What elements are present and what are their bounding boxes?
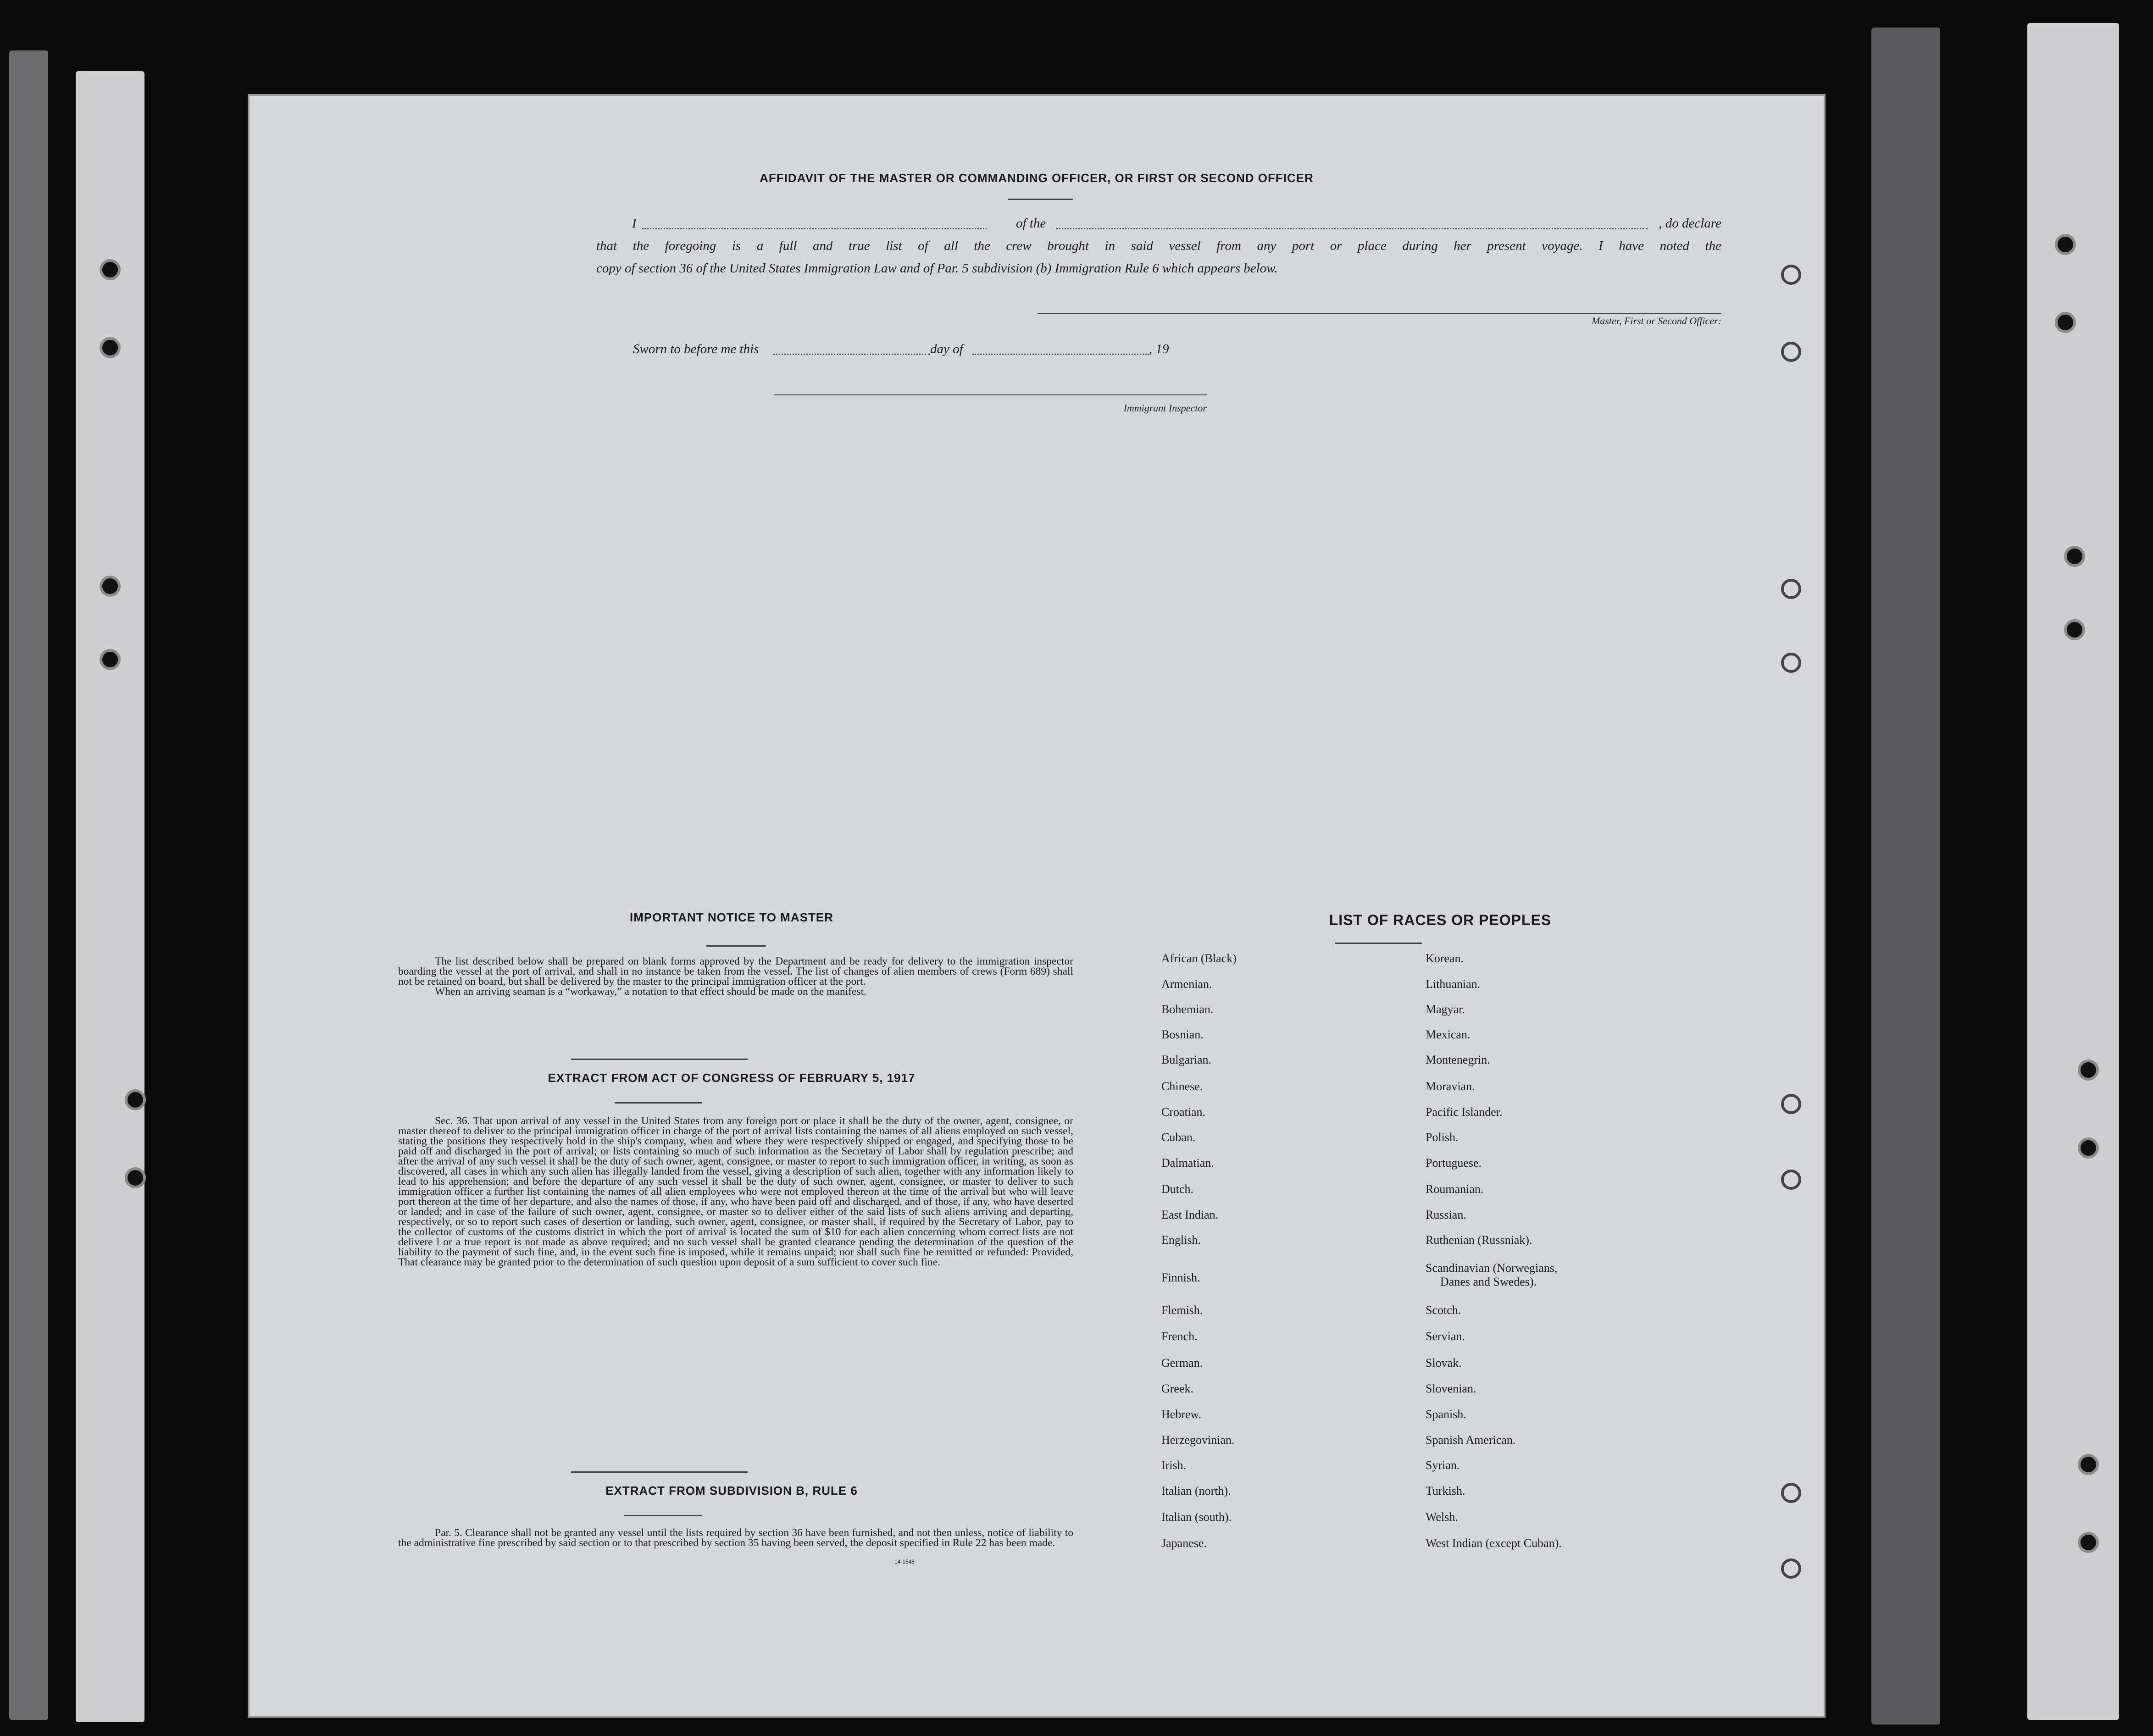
race-item: Syrian. bbox=[1426, 1459, 1460, 1472]
race-item: Italian (north). bbox=[1161, 1484, 1231, 1498]
race-item: Armenian. bbox=[1161, 977, 1212, 991]
race-item: Chinese. bbox=[1161, 1080, 1203, 1093]
film-edge-right bbox=[1871, 28, 1940, 1725]
punch-hole bbox=[2078, 1059, 2099, 1081]
race-item: Mexican. bbox=[1426, 1028, 1470, 1041]
race-item: Herzegovinian. bbox=[1161, 1433, 1235, 1447]
section-rule bbox=[571, 1059, 748, 1060]
race-item: Spanish. bbox=[1426, 1408, 1466, 1421]
perforated-strip-left bbox=[76, 71, 144, 1722]
race-item: Magyar. bbox=[1426, 1003, 1465, 1016]
race-item: Dutch. bbox=[1161, 1182, 1194, 1196]
binder-ring bbox=[1781, 1170, 1801, 1190]
race-item: West Indian (except Cuban). bbox=[1426, 1536, 1562, 1550]
binder-ring bbox=[1781, 1483, 1801, 1503]
affidavit-of-the: of the bbox=[1016, 216, 1046, 231]
race-item: Portuguese. bbox=[1426, 1156, 1482, 1170]
notice-para-2: When an arriving seaman is a “workaway,” a notation to that effect should be made on the manifest. bbox=[435, 986, 866, 998]
extract-act-underline bbox=[615, 1102, 702, 1104]
section-rule bbox=[571, 1471, 748, 1473]
punch-hole bbox=[100, 649, 121, 670]
punch-hole bbox=[100, 259, 121, 280]
race-item: Moravian. bbox=[1426, 1080, 1475, 1093]
notice-para-1: The list described below shall be prepared on blank forms approved by the Department and be ready for delivery to the immigration inspector boarding the vessel at the port of arrival, and shall in no instance be taken from the vessel. The list of changes of alien members of crews (Form 689) shall not be retained on board, but shall be delivered by the master to the principal immigration officer at the port. bbox=[398, 955, 1073, 987]
inspector-signature-line[interactable] bbox=[774, 394, 1207, 395]
punch-hole bbox=[2055, 312, 2076, 333]
punch-hole bbox=[2064, 546, 2085, 567]
race-item: Lithuanian. bbox=[1426, 977, 1481, 991]
race-item: Korean. bbox=[1426, 952, 1464, 965]
binder-ring bbox=[1781, 1094, 1801, 1114]
punch-hole bbox=[2064, 619, 2085, 640]
race-item: Bulgarian. bbox=[1161, 1053, 1212, 1066]
race-item: Greek. bbox=[1161, 1382, 1194, 1395]
notice-title: IMPORTANT NOTICE TO MASTER bbox=[630, 910, 833, 924]
punch-hole bbox=[2078, 1137, 2099, 1159]
extract-act-title: EXTRACT FROM ACT OF CONGRESS OF FEBRUARY 5, 1917 bbox=[548, 1071, 916, 1085]
race-item: French. bbox=[1161, 1330, 1198, 1343]
binder-ring bbox=[1781, 1559, 1801, 1579]
name-blank[interactable] bbox=[642, 228, 987, 229]
affidavit-i: I bbox=[632, 216, 637, 231]
extract-rule-underline bbox=[624, 1515, 702, 1516]
race-item: German. bbox=[1161, 1356, 1203, 1370]
race-item: Welsh. bbox=[1426, 1510, 1458, 1524]
punch-hole bbox=[125, 1167, 146, 1188]
race-item: African (Black) bbox=[1161, 952, 1237, 965]
punch-hole bbox=[100, 337, 121, 358]
inspector-label: Immigrant Inspector bbox=[1123, 402, 1207, 414]
race-item: Slovak. bbox=[1426, 1356, 1462, 1370]
race-item: Roumanian. bbox=[1426, 1182, 1484, 1196]
race-item: Russian. bbox=[1426, 1208, 1466, 1221]
extract-rule-body bbox=[398, 1528, 1073, 1548]
race-item: Bosnian. bbox=[1161, 1028, 1204, 1041]
race-item: Ruthenian (Russniak). bbox=[1426, 1233, 1532, 1247]
sworn-day-blank[interactable] bbox=[773, 354, 930, 355]
race-item: Cuban. bbox=[1161, 1131, 1196, 1144]
notice-underline bbox=[706, 945, 766, 947]
film-edge-left bbox=[9, 50, 48, 1720]
race-item: Scotch. bbox=[1426, 1303, 1461, 1317]
punch-hole bbox=[2055, 234, 2076, 255]
race-item: Irish. bbox=[1161, 1459, 1187, 1472]
race-item: Flemish. bbox=[1161, 1303, 1203, 1317]
extract-act-text: Sec. 36. That upon arrival of any vessel in the United States from any foreign port or place it shall be the duty of the owner, agent, consignee, or master thereof to deliver to the principal immigration officer in charge of the port of arrival lists containing the names of all aliens employed on such vessel, stating the positions they respectively hold in the ship's company, when and where they were respectively shipped or engaged, and specifying those to be paid off and discharged in the port of arrival; or lists containing so much of such information as the Secretary of Labor shall by regulation prescribe; and after the arrival of any such vessel it shall be the duty of such owner, agent, consignee, or master to report to such immigration officer, in writing, as soon as discovered, all cases in which any such alien has illegally landed from the vessel, giving a description of such alien, together with any information likely to lead to his apprehension; and before the departure of any such vessel it shall be the duty of such owner, agent, consignee, or master to deliver to such immigration officer a further list containing the names of all alien employees who were not employed thereon at the time of the arrival but who will leave port thereon at the time of her departure, and also the names of those, if any, who have been paid off and discharged, and of those, if any, who have deserted or landed; and in case of the failure of such owner, agent, consignee, or master so to deliver either of the said lists of such aliens arriving and departing, respectively, or so to report such cases of desertion or landing, such owner, agent, consignee, or master shall, if required by the Secretary of Labor, pay to the collector of customs of the customs district in which the port of arrival is located the sum of $10 for each alien concerning whom correct lists are not delivere l or a true report is not made as above required; and no such vessel shall be granted clearance pending the determination of the question of the liability to the payment of such fine, and, in the event such fine is imposed, while it remains unpaid; nor shall such fine be remitted or refunded: Provided, That clearance may be granted prior to the determination of such question upon deposit of a sum sufficient to cover such fine. bbox=[398, 1115, 1073, 1268]
punch-hole bbox=[2078, 1532, 2099, 1553]
extract-rule-title: EXTRACT FROM SUBDIVISION B, RULE 6 bbox=[605, 1484, 858, 1498]
race-item: Danes and Swedes). bbox=[1440, 1275, 1537, 1288]
race-item: Spanish American. bbox=[1426, 1433, 1516, 1447]
race-item: Japanese. bbox=[1161, 1536, 1207, 1550]
race-item: Hebrew. bbox=[1161, 1408, 1202, 1421]
affidavit-line-3: copy of section 36 of the United States Immigration Law and of Par. 5 subdivision (b) Immigration Rule 6 which appears below. bbox=[596, 261, 1278, 276]
race-item: Finnish. bbox=[1161, 1271, 1200, 1284]
sworn-month-blank[interactable] bbox=[972, 354, 1149, 355]
crew-manifest-back-sheet bbox=[248, 94, 1826, 1718]
affidavit-line-2: that the foregoing is a full and true list of all the crew brought in said vessel from any port or place during her present voyage. I have noted the bbox=[596, 238, 1721, 253]
race-item: Turkish. bbox=[1426, 1484, 1465, 1498]
race-item: Scandinavian (Norwegians, bbox=[1426, 1261, 1558, 1275]
signature-line[interactable] bbox=[1038, 313, 1721, 314]
race-item: Italian (south). bbox=[1161, 1510, 1232, 1524]
races-underline bbox=[1335, 943, 1422, 944]
race-item: Montenegrin. bbox=[1426, 1053, 1490, 1066]
race-item: Dalmatian. bbox=[1161, 1156, 1214, 1170]
affidavit-title: AFFIDAVIT OF THE MASTER OR COMMANDING OFFICER, OR FIRST OR SECOND OFFICER bbox=[760, 171, 1314, 185]
form-number: 14-1548 bbox=[894, 1559, 915, 1565]
binder-ring bbox=[1781, 342, 1801, 362]
sworn-year: , 19 bbox=[1149, 342, 1169, 356]
sworn-prefix: Sworn to before me this bbox=[633, 342, 759, 356]
race-item: Servian. bbox=[1426, 1330, 1465, 1343]
race-item: Bohemian. bbox=[1161, 1003, 1214, 1016]
affidavit-declare: , do declare bbox=[1659, 216, 1721, 231]
title-underline bbox=[1008, 199, 1073, 200]
extract-act-body bbox=[398, 1116, 1073, 1267]
notice-body bbox=[398, 956, 1073, 997]
race-item: English. bbox=[1161, 1233, 1201, 1247]
punch-hole bbox=[100, 576, 121, 597]
binder-ring bbox=[1781, 579, 1801, 599]
punch-hole bbox=[125, 1089, 146, 1110]
extract-rule-text: Par. 5. Clearance shall not be granted any vessel until the lists required by section 36 have been furnished, and not then unless, notice of liability to the administrative fine prescribed by said section or to that prescribed by section 35 having been served, the deposit specified in Rule 22 has been made. bbox=[398, 1527, 1073, 1549]
race-item: Slovenian. bbox=[1426, 1382, 1476, 1395]
punch-hole bbox=[2078, 1454, 2099, 1475]
race-item: Croatian. bbox=[1161, 1105, 1206, 1119]
binder-ring bbox=[1781, 265, 1801, 285]
binder-ring bbox=[1781, 653, 1801, 673]
signature-label: Master, First or Second Officer: bbox=[1592, 315, 1721, 327]
race-item: East Indian. bbox=[1161, 1208, 1219, 1221]
perforated-strip-right bbox=[2027, 23, 2119, 1720]
race-item: Pacific Islander. bbox=[1426, 1105, 1503, 1119]
sworn-day-of: day of bbox=[930, 342, 963, 356]
races-title: LIST OF RACES OR PEOPLES bbox=[1329, 912, 1552, 928]
race-item: Polish. bbox=[1426, 1131, 1459, 1144]
